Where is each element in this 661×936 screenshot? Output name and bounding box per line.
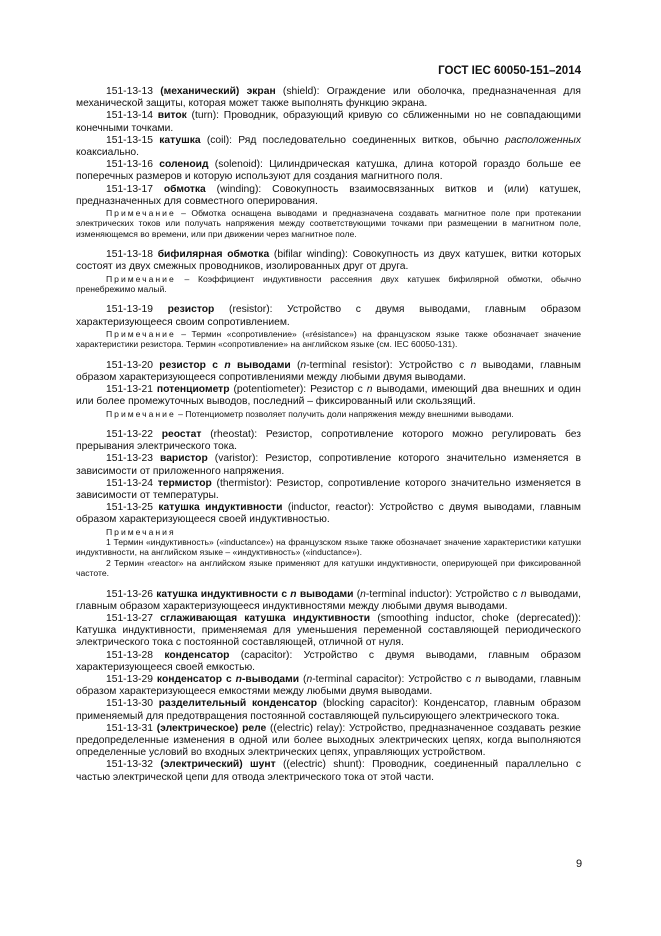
note-151-13-21: Примечание – Потенциометр позволяет получить доли напряжения между внешними выводами. xyxy=(106,408,514,419)
entry-151-13-15: 151-13-15 катушка (coil): Ряд последовательно соединенных витков, обычно расположенных коаксиально. xyxy=(76,134,581,159)
note-151-13-18: Примечание – Коэффициент индуктивности рассеяния двух катушек бифилярной обмотки, обычно пренебрежимо малый. xyxy=(76,273,581,295)
page-number: 9 xyxy=(576,858,583,870)
note-151-13-19: Примечание – Термин «сопротивление» («résistance») на французском языке также обозначает значение характеристики резистора. Термин «сопротивление» на английском языке (см. IEC 60050-131). xyxy=(76,328,581,350)
entry-151-13-19: 151-13-19 резистор (resistor): Устройство с двумя выводами, главным образом характеризующееся своим сопротивлением. xyxy=(76,304,581,328)
notes-heading-151-13-25: Примечания xyxy=(106,526,176,537)
entry-151-13-32: 151-13-32 (электрический) шунт ((electric) shunt): Проводник, соединенный параллельно с частью электрической цепи для отвода электрического тока от этой части. xyxy=(76,759,581,783)
entry-151-13-30: 151-13-30 разделительный конденсатор (blocking capacitor): Конденсатор, главным образом применяемый для предотвращения постоянной составляющей пульсирующего электрического тока. xyxy=(76,698,581,722)
entry-151-13-28: 151-13-28 конденсатор (capacitor): Устройство с двумя выводами, главным образом характеризующееся своей емкостью. xyxy=(76,649,581,673)
entry-151-13-23: 151-13-23 варистор (varistor): Резистор, сопротивление которого значительно изменяется в зависимости от приложенного напряжения. xyxy=(76,453,581,477)
entry-151-13-20: 151-13-20 резистор с n выводами (n-terminal resistor): Устройство с n выводами, главным образом характеризующееся сопротивлениями между любыми двумя выводами. xyxy=(76,359,581,383)
entry-151-13-26: 151-13-26 катушка индуктивности с n выводами (n-terminal inductor): Устройство с n выводами, главным образом характеризующееся индуктивностями между любыми двумя выводами. xyxy=(76,588,581,612)
entry-151-13-17: 151-13-17 обмотка (winding): Совокупность взаимосвязанных витков и (или) катушек, предназначенных для совместного оперирования. xyxy=(76,183,581,207)
note-151-13-25-1: 1 Термин «индуктивность» («inductance») на французском языке также обозначает значение характеристики катушки индуктивности, на английском языке – «индуктивность» («inductance»). xyxy=(76,536,581,558)
entry-151-13-24: 151-13-24 термистор (thermistor): Резистор, сопротивление которого значительно изменяется в зависимости от температуры. xyxy=(76,477,581,501)
entry-151-13-21: 151-13-21 потенциометр (potentiometer): Резистор с n выводами, имеющий два внешних и один или более промежуточных выводов, последний – фиксированный или скользящий. xyxy=(76,384,581,408)
entry-151-13-13: 151-13-13 (механический) экран (shield): Ограждение или оболочка, предназначенная для механической защиты, которая может также выполнять функцию экрана. xyxy=(76,86,581,110)
entry-151-13-22: 151-13-22 реостат (rheostat): Резистор, сопротивление которого можно регулировать без прерывания электрического тока. xyxy=(76,428,581,453)
note-151-13-17: Примечание – Обмотка оснащена выводами и предназначена создавать магнитное поле при протекании электрических токов или получать напряжения между соответствующими точками при размещении в магнитном поле, изменяющемся во времени, или при движении через магнитное поле. xyxy=(76,208,581,239)
standard-header: ГОСТ IEC 60050-151–2014 xyxy=(438,65,581,77)
document-body xyxy=(76,86,581,784)
entry-151-13-25: 151-13-25 катушка индуктивности (inductor, reactor): Устройство с двумя выводами, главным образом характеризующееся своей индуктивностью. xyxy=(76,502,581,526)
note-151-13-25-2: 2 Термин «reactor» на английском языке применяют для катушки индуктивности, оперирующей при фиксированной частоте. xyxy=(76,557,581,579)
entry-151-13-18: 151-13-18 бифилярная обмотка (bifilar winding): Совокупность из двух катушек, витки которых состоят из двух смежных проводников, изолированных друг от друга. xyxy=(76,249,581,273)
entry-151-13-16: 151-13-16 соленоид (solenoid): Цилиндрическая катушка, длина которой гораздо больше ее поперечных размеров и которую используют для создания магнитного поля. xyxy=(76,159,581,183)
entry-151-13-14: 151-13-14 виток (turn): Проводник, образующий кривую со сближенными но не совпадающими конечными точками. xyxy=(76,110,581,134)
entry-151-13-29: 151-13-29 конденсатор с n-выводами (n-terminal capacitor): Устройство с n выводами, главным образом характеризующееся емкостями между любыми двумя выводами. xyxy=(76,673,581,698)
entry-151-13-31: 151-13-31 (электрическое) реле ((electric) relay): Устройство, предназначенное создавать резкие предопределенные изменения в одной или более выходных электрических цепях, когда выполняются определенные условий во входных электрических цепях, управляющих устройством. xyxy=(76,722,582,759)
entry-151-13-27: 151-13-27 сглаживающая катушка индуктивности (smoothing inductor, choke (deprecated)): Катушка индуктивности, применяемая для уменьшения переменной составляющей периодического электрического тока с постоянной составляющей, отличной от нуля. xyxy=(76,612,581,649)
